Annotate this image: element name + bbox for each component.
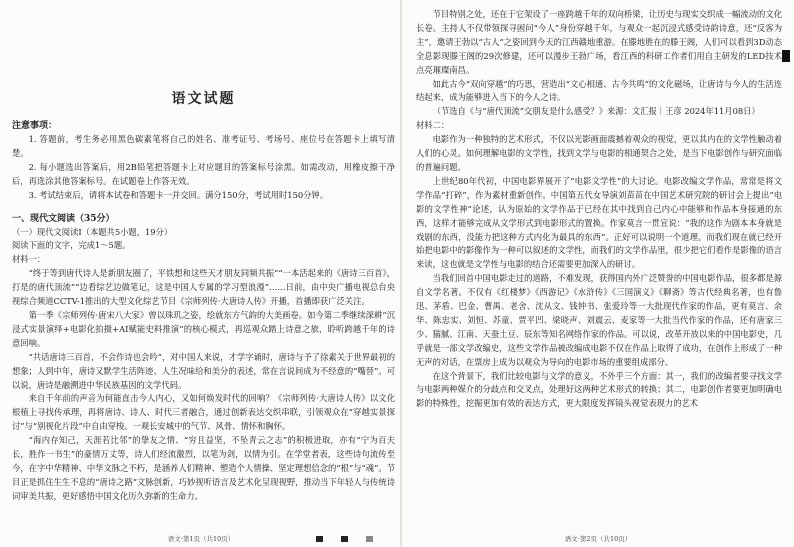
- reading-instruction: 阅读下面的文字，完成1～5题。: [12, 240, 131, 251]
- scan-mark: [341, 536, 348, 542]
- notice-item: 2. 每小题选出答案后，用2B铅笔把答题卡上对应题目的答案标号涂黑。如需改动，用橡皮擦干净后，再选涂其他答案标号。在试题卷上作答无效。: [12, 161, 395, 186]
- passage-paragraph: 电影作为一种独特的艺术形式，不仅以光影画面震撼着观众的视觉，更以其内在的文学性触动着人们的心灵。如何理解电影的文学性，找到文学与电影的相通契合之处，是当下电影创作与研究面临的普遍问题。: [416, 134, 782, 172]
- passage-paragraph: “海内存知己，天涯若比邻”的挚友之情、“穷且益坚，不坠青云之志”的积极进取，亦有“宁为百夫长，胜作一书生”的豪情万丈等，诗人们经流激烈，以笔为剑，以情为引。在学堂者表，这些诗句流传至今，在字中华精神、中华文脉之不朽，是涵养人们精神、塑造个人情操、坚定理想信念的“根”与“魂”。节目正是抓住生生不息的“唐诗之路”文脉创新，巧妙视听语言及艺术化呈现视野，推动当下年轻人与传统诗词审美共振，更好感悟中国文化历久弥新的生命力。: [12, 435, 395, 501]
- passage-paragraph: 在这个背景下，我们比较电影与文学的意义，不外乎三个方面：其一，我们的改编者要寻找文学与电影两种媒介的分歧点和交叉点，处理好这两种艺术形式的转换；其二，电影创作者要更加明确电影的特殊性，挖掘更加有效的表达方式，更大限度发挥镜头视觉表现力的艺术: [416, 370, 782, 409]
- notice-heading: 注意事项：: [12, 121, 58, 131]
- source-citation: （节选自《与“唐代顶流”交朋友是什么感受？》来源：文汇报｜王彦 2024年11月08日）: [432, 106, 760, 117]
- passage-paragraph: 节目特别之处，还在于它架设了一座跨越千年的双向桥梁，让历史与现实交织成一幅流动的文化长卷。主持人不仅带领探寻困问“今人”身份穿越千年，与观众一起沉浸式感受诗韵诗意，还“反客为主”，邀请王勃以“古人”之姿回到今天的江西赣地重游。在滕地胜在的滕王阁，人们可以看到3D动态全息影现滕王阁的29次修建，还可以漫步王勃广场，看江西的科研工作者们用自主研发的LED技术点亮璀璨南昌。: [416, 9, 782, 75]
- scan-mark: [366, 536, 373, 542]
- page-right: [402, 0, 794, 547]
- passage-paragraph: 如此古今“双向穿越”的巧思，营造出“文心相通、古今共鸣”的文化磁场，让唐诗与今人的生活连结起来，成为能够进入当下的今人之诗。: [416, 78, 782, 103]
- material-two-label: 材料二：: [416, 120, 450, 131]
- passage-paragraph: 第一季《宗师列传·唐宋八大家》曾以珠玑之姿，绘就东方气韵的大美画卷。如今第二季继续深耕“沉浸式实景演绎+电影化拍摄+AI赋能史料推演”的核心模式，再巡观众踏上诗意之旅，聆听跨越千年的诗意回响。: [12, 309, 395, 348]
- passage-paragraph: “共话唐诗三百首，不会作诗也会吟”，对中国人来说，才学字诵时，唐诗与予了徐素关于世界最初的想象；人到中年，唐诗又默学生活阵迹、人生况味给和美分的表述，常在言说间成为不经意的“嘴替”。可以说，唐诗是融溯进中华民族基因的文学代码。: [12, 351, 395, 390]
- corner-mark: [782, 50, 790, 62]
- page-footer: 语文·第1页（共10页）: [167, 535, 235, 543]
- notice-item: 3. 考试结束后，请将本试卷和答题卡一并交回。满分150分，考试用时150分钟。: [28, 189, 329, 200]
- material-one-label: 材料一：: [12, 254, 46, 265]
- subsection-heading: （一）现代文阅读Ⅰ（本题共5小题，19分）: [12, 226, 173, 237]
- left-column: [12, 8, 395, 504]
- passage-paragraph: 上世纪80年代初，中国电影界展开了“电影文学性”的大讨论。电影改编文学作品，常常是将文学作品“打碎”，作为素材重新创作。中国第五代女导演刘苗苗在中国艺术研究院的研讨会上提出“电影的文学性神”论述，认为原始的文学作品于已经在其中找到自己内心中能够和作品本身接通的东西，这样才能够完成从文学形式到电影形式的置换。作家莫言一贯宣说：“我的这作为剧本本身就是戏剧的东西，没能力把这种方式内化为最具的东西”。正好可以说明一个道理。而我们现在就已经开始把电影中的影像作为一种可以叙述的文学性，而我们的文学作品里，很少把它们看作是影像的语言来读，这也就是文学性与电影的结合还需要更加深入的研讨。: [416, 175, 782, 270]
- passage-paragraph: 来自千年前的声音为何能直击今人内心，又如何焕发时代的回响？《宗师列传·大唐诗人传》以文化根植上寻找传承理，再将唐诗、诗人、时代三者融合，通过创新表达交织串联，引领观众在“穿越实景探讨”与“别视化片段”中自由穿梭。一观长安城中的气节、风骨、情怀和胸怀。: [12, 393, 395, 432]
- passage-paragraph: “终于等到唐代诗人是新朋友圈了，平铁想和这些天才朋友同频共振”“一本活起来的《唐诗三百首》，打是的唐代顶流”“边看综艺边做笔记，这是中国人专属的学习型浪漫”……日前，由中央广播电视总台央视综合频道CCTV-1推出的大型文化综艺节目《宗师列传·大唐诗人传》开播，首播即获广泛关注。: [12, 268, 395, 307]
- passage-paragraph: 当我们回首中国电影走过的道路，不难发现，获得国内外广泛赞誉的中国电影作品，很多都是源自文学名著。不仅有《红楼梦》《西游记》《水浒传》《三国演义》《聊斋》等古代经典名著，也有鲁迅、茅盾、巴金、曹禺、老舍、沈从文、钱钟书、张爱玲等一大批现代作家的作品，更有莫言、余华、陈忠实、刘恒、苏童、贾平凹、梁晓声、刘震云、麦家等一大批当代作家的作品，还有唐家三少、猫腻、江南、天蚕土豆、辰东等知名网络作家的作品。可以说，改革开放以来的中国电影史，几乎就是一部文学改编史，这些文学作品被改编成电影不仅在作品上取得了成功，在创作上形成了一种无声的对话，在票房上成为以观众为导向的电影市场的重要组成部分。: [416, 273, 782, 367]
- exam-title: 语文试题: [171, 91, 236, 107]
- scan-mark: [316, 536, 323, 542]
- section-heading: 一、现代文阅读（35分）: [12, 213, 115, 224]
- scan-marks: [316, 536, 373, 542]
- page-footer: 语文·第2页（共10页）: [564, 535, 632, 543]
- notice-item: 1. 答题前，考生务必用黑色碳素笔将自己的姓名、准考证号、考场号、座位号在答题卡上填写清楚。: [12, 134, 395, 158]
- right-column: [416, 8, 782, 411]
